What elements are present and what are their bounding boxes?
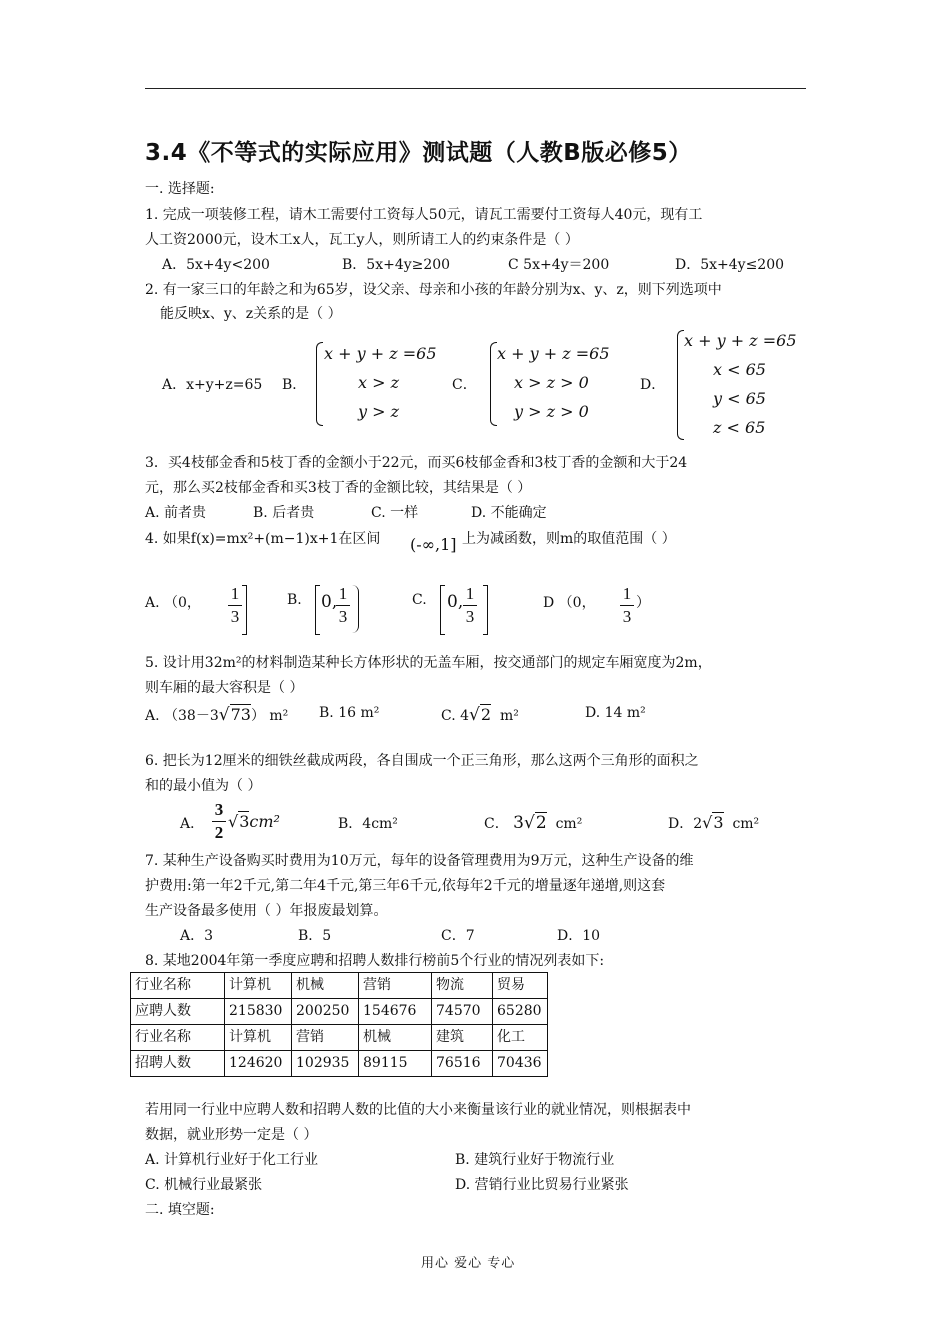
q5-option-a: A. （38－3√73） m² [145, 705, 289, 725]
q4-a-den: 3 [230, 607, 240, 626]
q7-option-d: D．10 [557, 928, 601, 944]
q4-b-open-bracket [315, 585, 320, 635]
q3-option-d: D. 不能确定 [471, 505, 547, 521]
table-cell: 机械 [292, 973, 359, 999]
q6-a-radicand: 3 [239, 812, 250, 831]
table-cell: 机械 [359, 1025, 432, 1051]
q4-option-c-label: C. [412, 592, 427, 608]
table-cell: 行业名称 [131, 1025, 225, 1051]
q6-option-a-fraction [212, 800, 226, 843]
q4-suffix: 上为减函数，则m的取值范围（ ） [462, 531, 676, 547]
q1-line1: 1. 完成一项装修工程，请木工需要付工资每人50元，请瓦工需要付工资每人40元，现有工 [145, 207, 703, 223]
section-heading-fill: 二. 填空题: [145, 1202, 215, 1218]
q5-a-radicand: 73 [230, 705, 251, 724]
table-cell: 74570 [432, 999, 493, 1025]
q4-c-den: 3 [465, 607, 475, 626]
q3-line2: 元，那么买2枝郁金香和买3枝丁香的金额比较，其结果是（ ） [145, 480, 532, 496]
q8-line2: 若用同一行业中应聘人数和招聘人数的比值的大小来衡量该行业的就业情况，则根据表中 [145, 1102, 691, 1118]
q2-d-eq3: y < 65 [713, 389, 766, 408]
q4-d-den: 3 [622, 607, 632, 626]
q4-option-b-label: B. [287, 592, 302, 608]
table-cell: 物流 [432, 973, 493, 999]
table-row [131, 1025, 548, 1051]
q7-option-c: C．7 [441, 928, 475, 944]
q2-option-c-label: C． [452, 377, 477, 393]
q5-line1: 5. 设计用32m²的材料制造某种长方体形状的无盖车厢，按交通部门的规定车厢宽度为2m， [145, 655, 712, 671]
table-cell: 营销 [292, 1025, 359, 1051]
q6-c-label: C． [484, 816, 509, 832]
page-title: 3.4《不等式的实际应用》测试题（人教B版必修5） [145, 140, 692, 166]
q5-option-c: C. 4√2 m² [441, 705, 519, 725]
q8-line3: 数据，就业形势一定是（ ） [145, 1127, 318, 1143]
table-cell: 215830 [225, 999, 292, 1025]
q3-option-c: C. 一样 [371, 505, 419, 521]
q6-a-unit: cm² [249, 812, 280, 831]
q6-d-radicand: 3 [713, 813, 724, 832]
q6-d-label: D．2 [668, 816, 703, 832]
q2-option-b-label: B． [282, 377, 307, 393]
q4-option-d-label: D （0， [543, 595, 596, 611]
q2-b-eq2: x > z [358, 373, 400, 392]
q6-option-c: C． 3√2 cm² [484, 813, 583, 833]
q1-option-c: C 5x+4y＝200 [508, 257, 610, 273]
table-cell: 70436 [493, 1051, 548, 1077]
table-cell: 行业名称 [131, 973, 225, 999]
q1-option-d: D．5x+4y≤200 [675, 257, 785, 273]
q5-a-pre: A. （38－3 [145, 708, 219, 724]
q6-c-radicand: 2 [535, 813, 547, 833]
q2-b-eq3: y > z [358, 402, 400, 421]
q4-option-d-fraction [620, 584, 634, 627]
table-cell: 贸易 [493, 973, 548, 999]
q6-option-b: B．4cm² [338, 816, 398, 832]
q4-d-close: ） [636, 595, 650, 611]
q6-line1: 6. 把长为12厘米的细铁丝截成两段，各自围成一个正三角形，那么这两个三角形的面积之 [145, 753, 699, 769]
q2-c-eq2: x > z > 0 [514, 373, 589, 392]
q4-option-b-fraction [336, 584, 350, 627]
q7-option-b: B．5 [298, 928, 332, 944]
q2-c-eq3: y > z > 0 [514, 402, 589, 421]
q4-b-close-paren [352, 585, 359, 633]
q5-option-b: B. 16 m² [319, 705, 380, 721]
q3-option-b: B. 后者贵 [253, 505, 315, 521]
employment-table [130, 972, 548, 1077]
q5-option-d: D. 14 m² [585, 705, 646, 721]
q6-a-den: 2 [214, 823, 224, 842]
table-cell: 营销 [359, 973, 432, 999]
table-row [131, 999, 548, 1025]
q4-d-num: 1 [622, 584, 632, 603]
q8-option-c: C. 机械行业最紧张 [145, 1177, 263, 1193]
table-cell: 89115 [359, 1051, 432, 1077]
q2-option-b-brace [316, 342, 323, 426]
q7-line2: 护费用:第一年2千元,第二年4千元,第三年6千元,依每年2千元的增量逐年递增,则这套 [145, 878, 666, 894]
section-heading-choice: 一. 选择题: [145, 181, 215, 197]
q1-option-b: B．5x+4y≥200 [342, 257, 451, 273]
table-cell: 200250 [292, 999, 359, 1025]
table-cell: 102935 [292, 1051, 359, 1077]
q5-c-post: m² [499, 708, 519, 724]
q5-line2: 则车厢的最大容积是（ ） [145, 680, 304, 696]
q8-option-b: B. 建筑行业好于物流行业 [455, 1152, 615, 1168]
q4-c-close-bracket [483, 585, 488, 635]
q4-option-a-fraction [228, 584, 242, 627]
table-cell: 154676 [359, 999, 432, 1025]
q5-a-post: ） m² [250, 708, 289, 724]
q1-line2: 人工资2000元，设木工x人，瓦工y人，则所请工人的约束条件是（ ） [145, 232, 579, 248]
q6-option-a-label: A． [180, 816, 205, 832]
table-cell: 计算机 [225, 1025, 292, 1051]
q4-a-bracket [242, 585, 247, 635]
q4-a-num: 1 [230, 584, 240, 603]
q2-c-eq1: x + y + z =65 [497, 344, 610, 363]
table-cell: 应聘人数 [131, 999, 225, 1025]
table-cell: 65280 [493, 999, 548, 1025]
q2-b-eq1: x + y + z =65 [324, 344, 437, 363]
table-cell: 计算机 [225, 973, 292, 999]
table-cell: 76516 [432, 1051, 493, 1077]
q2-option-c-brace [490, 342, 497, 426]
page-footer: 用心 爱心 专心 [421, 1256, 516, 1271]
q3-line1: 3．买4枝郁金香和5枝丁香的金额小于22元，而买6枝郁金香和3枝丁香的金额和大于24 [145, 455, 688, 471]
q4-prefix: 4. 如果f(x)=mx²+(m−1)x+1在区间 [145, 531, 381, 547]
q4-interval: (-∞,1] [410, 535, 457, 554]
q4-option-a-label: A. （0， [145, 595, 201, 611]
q4-c-zero: 0, [447, 592, 464, 612]
q2-option-d-brace [677, 330, 684, 440]
q6-option-d: D．2√3 cm² [668, 813, 760, 832]
header-rule [145, 88, 806, 89]
table-cell: 建筑 [432, 1025, 493, 1051]
q8-line1: 8. 某地2004年第一季度应聘和招聘人数排行榜前5个行业的情况列表如下: [145, 953, 605, 969]
q2-option-d-label: D． [640, 377, 666, 393]
q1-option-a: A．5x+4y<200 [162, 257, 270, 273]
q7-line3: 生产设备最多使用（ ）年报废最划算。 [145, 903, 388, 919]
q4-b-zero: 0, [321, 592, 338, 612]
q8-option-a: A. 计算机行业好于化工行业 [145, 1152, 319, 1168]
q4-c-open-bracket [440, 585, 445, 635]
table-row [131, 973, 548, 999]
table-cell: 招聘人数 [131, 1051, 225, 1077]
table-cell: 化工 [493, 1025, 548, 1051]
q6-option-a-value: √3cm² [228, 812, 280, 831]
q6-c-unit: cm² [555, 816, 583, 832]
q8-option-d: D. 营销行业比贸易行业紧张 [455, 1177, 629, 1193]
q4-c-num: 1 [465, 584, 475, 603]
q4-option-c-fraction [463, 584, 477, 627]
q2-d-eq2: x < 65 [713, 360, 766, 379]
q2-d-eq1: x + y + z =65 [684, 331, 797, 350]
q2-line2: 能反映x、y、z关系的是（ ） [160, 306, 342, 322]
q5-c-radicand: 2 [480, 705, 492, 724]
table-cell: 124620 [225, 1051, 292, 1077]
q6-c-coef: 3 [513, 813, 524, 833]
q4-b-num: 1 [338, 584, 348, 603]
q3-option-a: A. 前者贵 [145, 505, 207, 521]
q4-b-den: 3 [338, 607, 348, 626]
q6-d-unit: cm² [732, 816, 760, 832]
q2-option-a: A．x+y+z=65 [162, 377, 263, 393]
table-row [131, 1051, 548, 1077]
q5-c-pre: C. 4 [441, 708, 470, 724]
q2-d-eq4: z < 65 [713, 418, 766, 437]
q6-a-num: 3 [214, 800, 224, 819]
q6-line2: 和的最小值为（ ） [145, 778, 262, 794]
q7-option-a: A．3 [180, 928, 214, 944]
q7-line1: 7. 某种生产设备购买时费用为10万元，每年的设备管理费用为9万元，这种生产设备的维 [145, 853, 694, 869]
q2-line1: 2. 有一家三口的年龄之和为65岁，设父亲、母亲和小孩的年龄分别为x、y、z，则下列选项中 [145, 282, 722, 298]
